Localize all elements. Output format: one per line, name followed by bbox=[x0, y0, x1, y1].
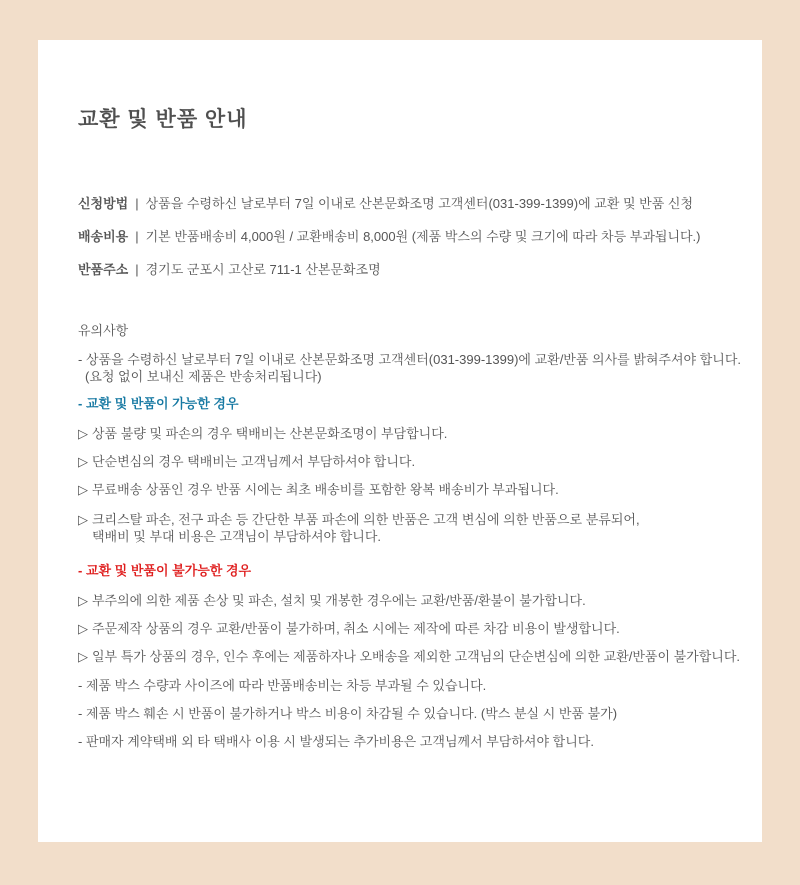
notice-title: 유의사항 bbox=[78, 323, 129, 338]
list-item-text: 일부 특가 상품의 경우, 인수 후에는 제품하자나 오배송을 제외한 고객님의 단순변심에 의한 교환/반품이 불가합니다. bbox=[92, 649, 741, 664]
summary-row-return-address bbox=[78, 263, 748, 276]
list-item-line2: 택배비 및 부대 비용은 고객님이 부담하셔야 합니다. bbox=[92, 529, 382, 544]
separator: | bbox=[135, 262, 139, 277]
summary-text: 기본 반품배송비 4,000원 / 교환배송비 8,000원 (제품 박스의 수량 및 크기에 따라 차등 부과됩니다.) bbox=[145, 229, 701, 244]
summary-text: 상품을 수령하신 날로부터 7일 이내로 산본문화조명 고객센터(031-399-1399)에 교환 및 반품 신청 bbox=[145, 196, 694, 211]
summary-label: 신청방법 bbox=[78, 196, 129, 211]
notice-intro-line2: (요청 없이 보내신 제품은 반송처리됩니다) bbox=[85, 369, 322, 384]
footnote: - 제품 박스 훼손 시 반품이 불가하거나 박스 비용이 차감될 수 있습니다. (박스 분실 시 반품 불가) bbox=[78, 706, 618, 721]
list-item-line1: 크리스탈 파손, 전구 파손 등 간단한 부품 파손에 의한 반품은 고객 변심에 의한 반품으로 분류되어, bbox=[92, 512, 640, 527]
list-item-text: 상품 불량 및 파손의 경우 택배비는 산본문화조명이 부담합니다. bbox=[92, 426, 448, 441]
list-item-text: 무료배송 상품인 경우 반품 시에는 최초 배송비를 포함한 왕복 배송비가 부과됩니다. bbox=[92, 482, 559, 497]
triangle-bullet-icon: ▷ bbox=[78, 649, 88, 664]
page-title: 교환 및 반품 안내 bbox=[78, 108, 248, 131]
list-item bbox=[78, 483, 748, 496]
list-item bbox=[78, 455, 748, 468]
list-item-text: 단순변심의 경우 택배비는 고객님께서 부담하셔야 합니다. bbox=[92, 454, 416, 469]
separator: | bbox=[135, 196, 139, 211]
notice-intro bbox=[78, 351, 748, 385]
triangle-bullet-icon: ▷ bbox=[78, 621, 88, 636]
return-policy-card bbox=[38, 40, 762, 842]
impossible-cases-heading: - 교환 및 반품이 불가능한 경우 bbox=[78, 563, 252, 578]
summary-label: 반품주소 bbox=[78, 262, 129, 277]
list-item-text bbox=[92, 511, 640, 545]
impossible-cases-list bbox=[78, 594, 748, 663]
list-item-text: 주문제작 상품의 경우 교환/반품이 불가하며, 취소 시에는 제작에 따른 차감 비용이 발생합니다. bbox=[92, 621, 620, 636]
list-item bbox=[78, 427, 748, 440]
triangle-bullet-icon: ▷ bbox=[78, 593, 88, 608]
triangle-bullet-icon: ▷ bbox=[78, 512, 88, 527]
footnotes bbox=[78, 679, 748, 748]
triangle-bullet-icon: ▷ bbox=[78, 454, 88, 469]
summary-text: 경기도 군포시 고산로 711-1 산본문화조명 bbox=[145, 262, 381, 277]
summary-label: 배송비용 bbox=[78, 229, 129, 244]
separator: | bbox=[135, 229, 139, 244]
summary-row-shipping-cost bbox=[78, 230, 748, 243]
list-item bbox=[78, 622, 748, 635]
list-item bbox=[78, 511, 748, 545]
footnote: - 제품 박스 수량과 사이즈에 따라 반품배송비는 차등 부과될 수 있습니다. bbox=[78, 678, 487, 693]
summary-section bbox=[78, 197, 748, 276]
notice-section bbox=[78, 324, 748, 748]
possible-cases-heading: - 교환 및 반품이 가능한 경우 bbox=[78, 396, 239, 411]
list-item bbox=[78, 650, 748, 663]
list-item-text: 부주의에 의한 제품 손상 및 파손, 설치 및 개봉한 경우에는 교환/반품/환불이 불가합니다. bbox=[92, 593, 586, 608]
summary-row-apply bbox=[78, 197, 748, 210]
triangle-bullet-icon: ▷ bbox=[78, 426, 88, 441]
notice-intro-line1: - 상품을 수령하신 날로부터 7일 이내로 산본문화조명 고객센터(031-399-1399)에 교환/반품 의사를 밝혀주셔야 합니다. bbox=[78, 352, 742, 367]
possible-cases-list bbox=[78, 427, 748, 545]
triangle-bullet-icon: ▷ bbox=[78, 482, 88, 497]
list-item bbox=[78, 594, 748, 607]
footnote: - 판매자 계약택배 외 타 택배사 이용 시 발생되는 추가비용은 고객님께서 부담하셔야 합니다. bbox=[78, 734, 594, 749]
